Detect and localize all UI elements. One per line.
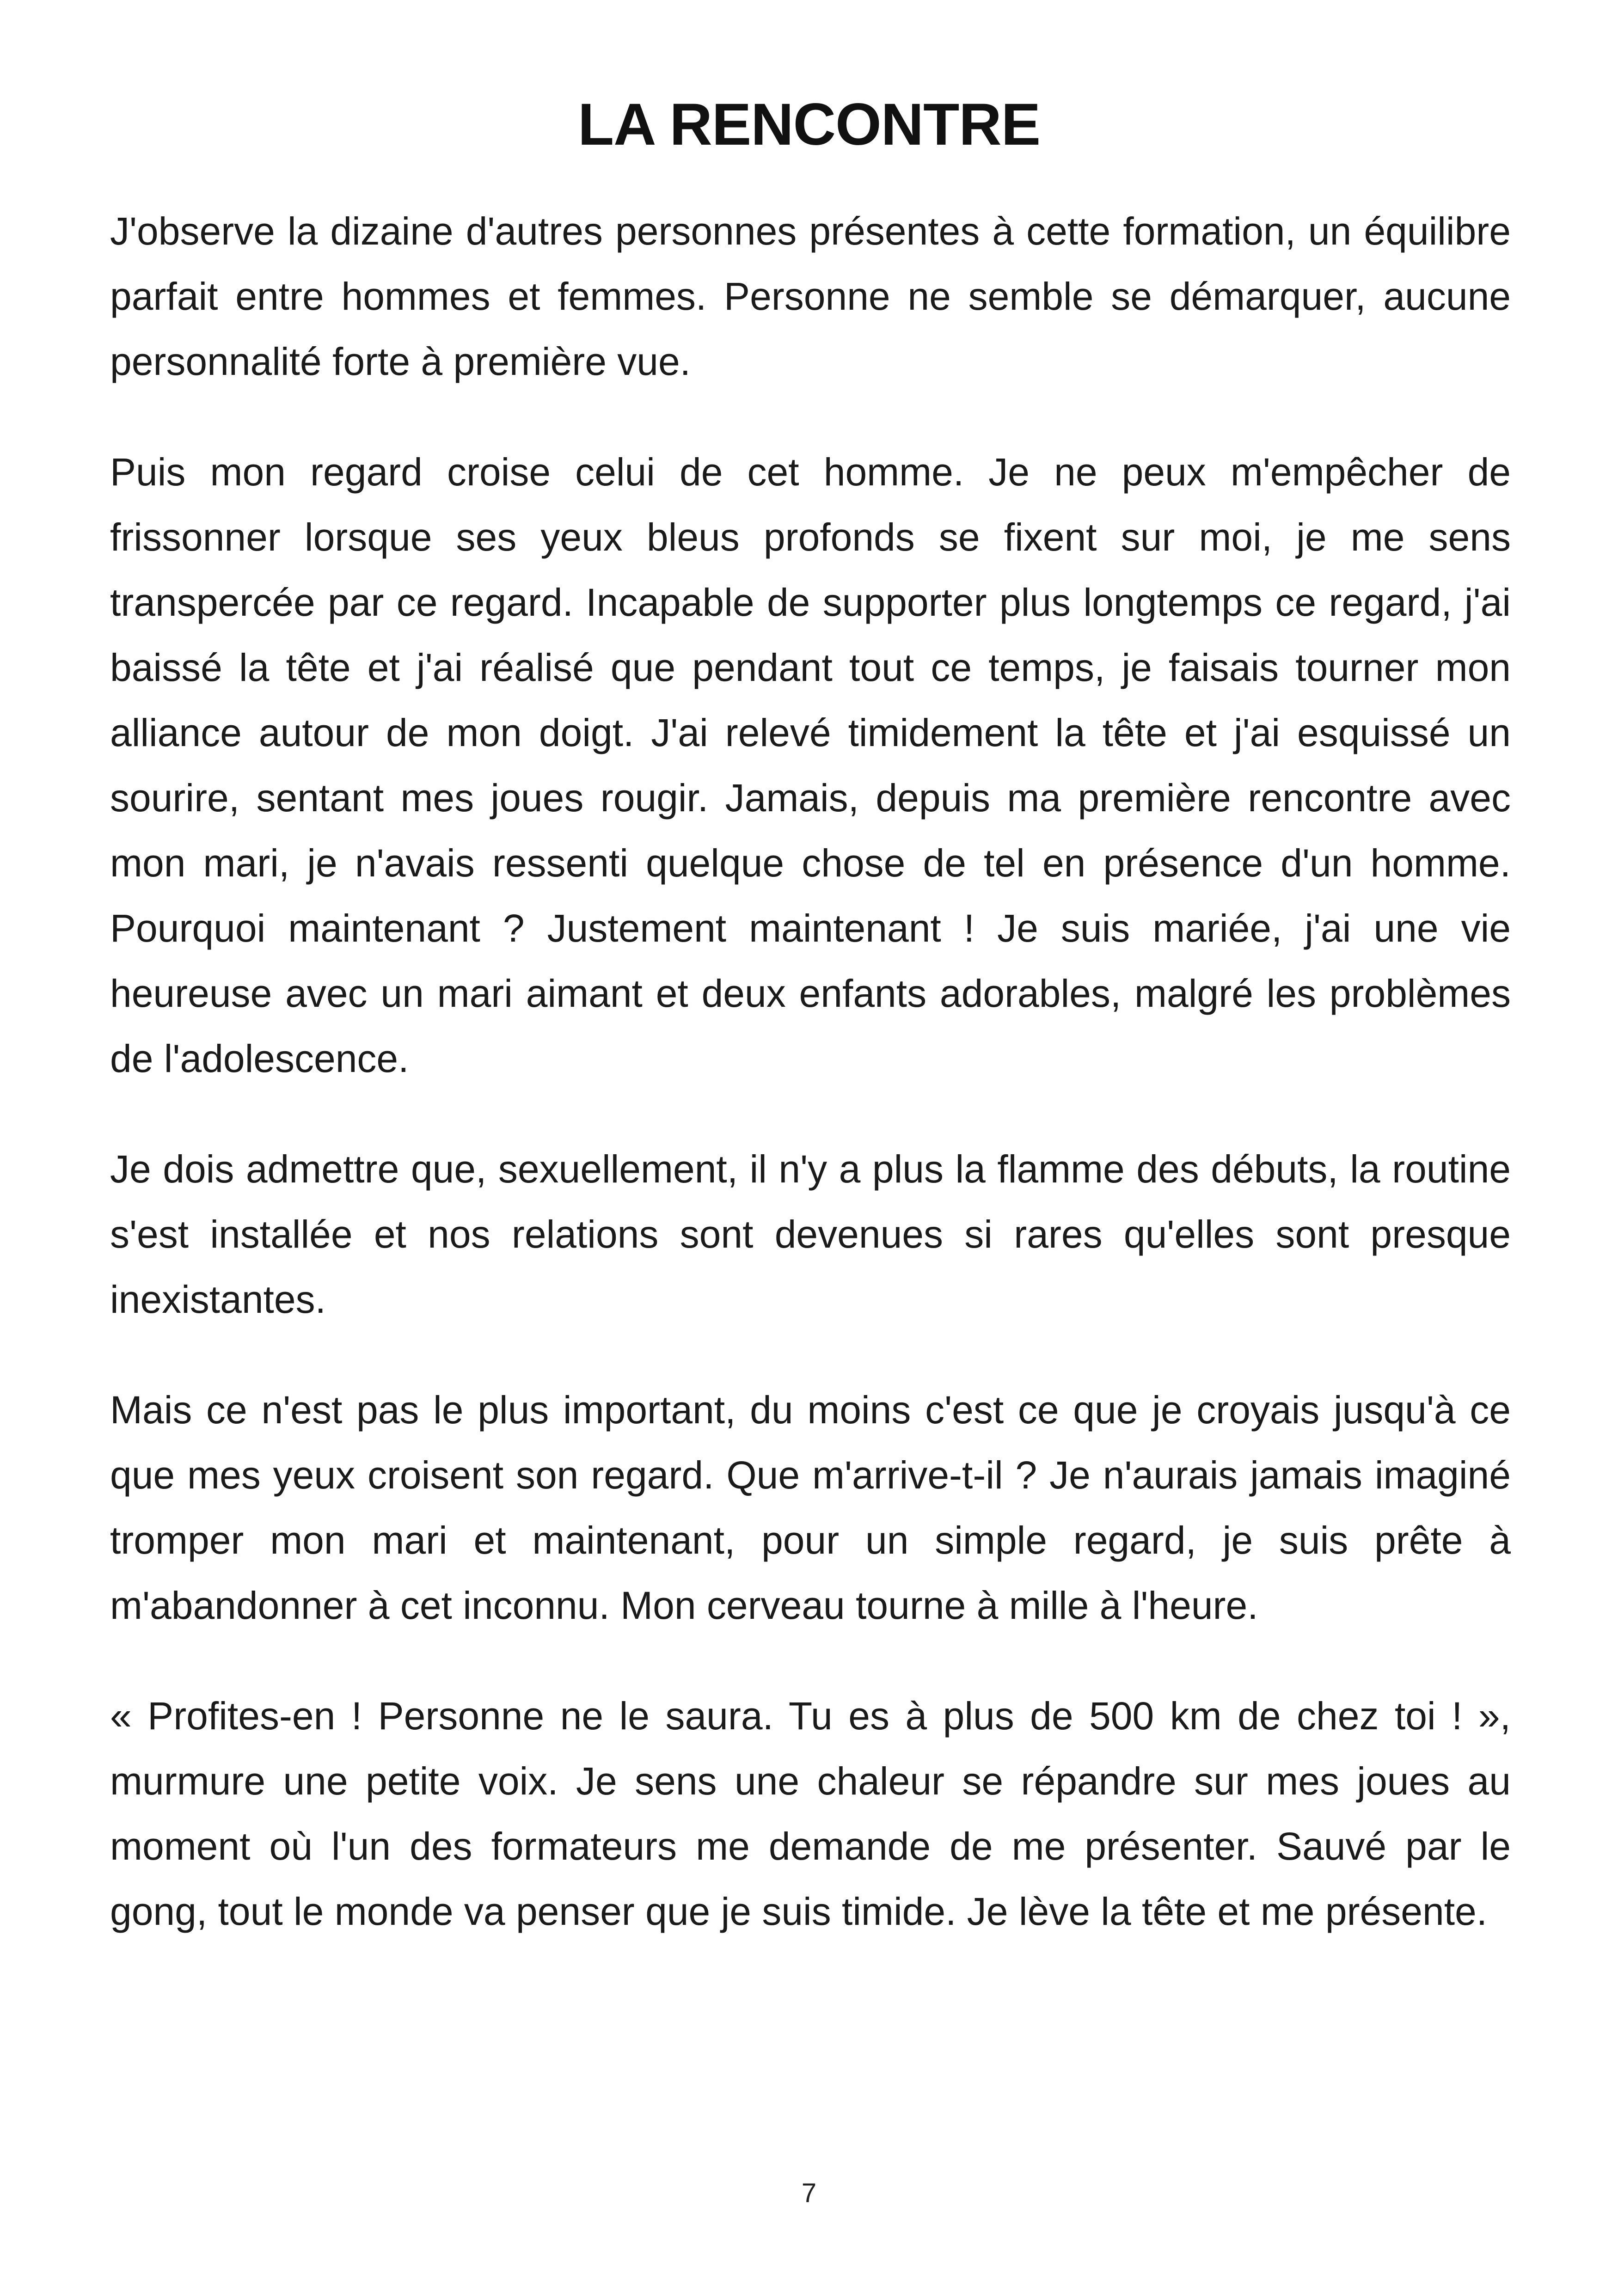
page-number: 7 [801, 2178, 817, 2208]
chapter-body [110, 199, 1511, 1990]
paragraph-2: Puis mon regard croise celui de cet homme. Je ne peux m'empêcher de frissonner lorsque ses yeux bleus profonds se fixent sur moi, je me sens transpercée par ce regard. Incapable de supporter plus longtemps ce regard, j'ai baissé la tête et j'ai réalisé que pendant tout ce temps, je faisais tourner mon alliance autour de mon doigt. J'ai relevé timidement la tête et j'ai esquissé un sourire, sentant mes joues rougir. Jamais, depuis ma première rencontre avec mon mari, je n'avais ressenti quelque chose de tel en présence d'un homme. Pourquoi maintenant ? Justement maintenant ! Je suis mariée, j'ai une vie heureuse avec un mari aimant et deux enfants adorables, malgré les problèmes de l'adolescence. [110, 450, 1511, 1080]
paragraph-4: Mais ce n'est pas le plus important, du moins c'est ce que je croyais jusqu'à ce que mes yeux croisent son regard. Que m'arrive-t-il ? Je n'aurais jamais imaginé tromper mon mari et maintenant, pour un simple regard, je suis prête à m'abandonner à cet inconnu. Mon cerveau tourne à mille à l'heure. [110, 1388, 1511, 1627]
paragraph-1: J'observe la dizaine d'autres personnes présentes à cette formation, un équilibre parfait entre hommes et femmes. Personne ne semble se démarquer, aucune personnalité forte à première vue. [110, 209, 1511, 383]
paragraph-5: « Profites-en ! Personne ne le saura. Tu es à plus de 500 km de chez toi ! », murmure une petite voix. Je sens une chaleur se répandre sur mes joues au moment où l'un des formateurs me demande de me présenter. Sauvé par le gong, tout le monde va penser que je suis timide. Je lève la tête et me présente. [110, 1694, 1511, 1933]
paragraph-3: Je dois admettre que, sexuellement, il n'y a plus la flamme des débuts, la routine s'est installée et nos relations sont devenues si rares qu'elles sont presque inexistantes. [110, 1147, 1511, 1321]
chapter-title: LA RENCONTRE [577, 92, 1041, 158]
